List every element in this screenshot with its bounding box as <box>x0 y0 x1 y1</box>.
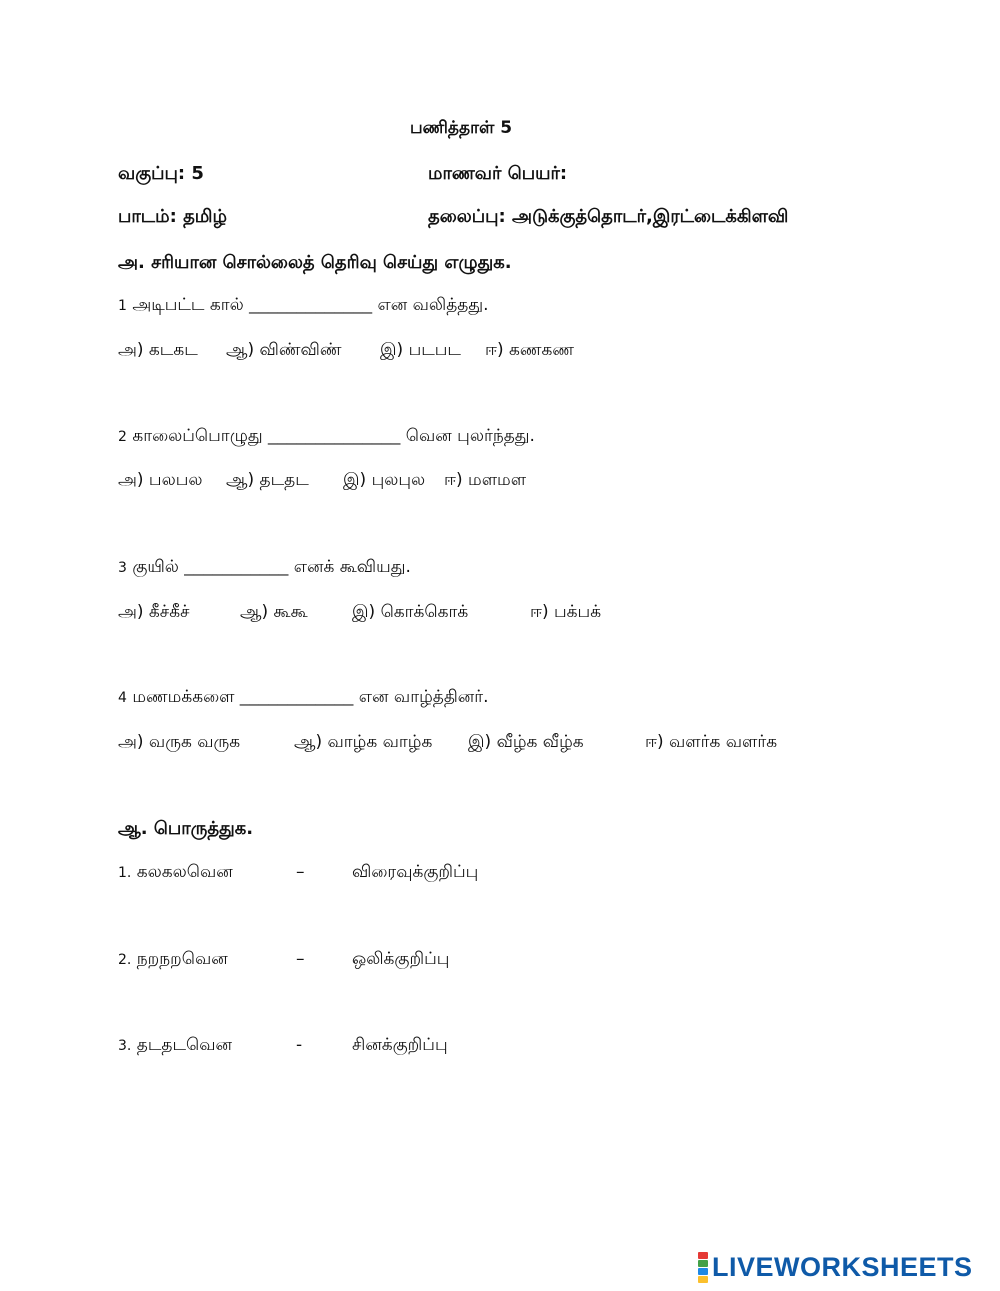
brand-name: LIVEWORKSHEETS <box>712 1252 973 1282</box>
match-dash: – <box>296 949 305 969</box>
match-right-item[interactable]: சினக்குறிப்பு <box>352 1035 448 1055</box>
question-number: 4 <box>118 690 127 706</box>
q4-option-a[interactable]: அ) வருக வருக <box>118 732 241 752</box>
section-b-heading: ஆ. பொருத்துக. <box>118 818 254 839</box>
q3-option-d[interactable]: ஈ) பக்பக் <box>530 602 602 622</box>
question-text-after: வென புலர்ந்தது. <box>400 426 535 446</box>
match-number: 3. <box>118 1038 132 1054</box>
question-text-before: குயில் <box>126 557 185 577</box>
answer-blank[interactable]: ____________ <box>239 687 354 706</box>
question-number: 2 <box>118 429 127 445</box>
q3-option-a[interactable]: அ) கீச்கீச் <box>118 602 190 622</box>
match-row-2 <box>118 949 228 971</box>
question-text-after: என வாழ்த்தினர். <box>353 687 489 707</box>
question-text-before: மணமக்களை <box>126 687 240 707</box>
answer-blank[interactable]: ___________ <box>184 557 289 576</box>
q4-option-c[interactable]: இ) வீழ்க வீழ்க <box>468 732 584 752</box>
page-title: பணித்தாள் 5 <box>410 118 513 138</box>
q2-option-c[interactable]: இ) புலபுல <box>343 470 426 490</box>
question-text-before: காலைப்பொழுது <box>126 426 269 446</box>
q4-option-d[interactable]: ஈ) வளர்க வளர்க <box>645 732 778 752</box>
question-text-before: அடிபட்ட கால் <box>126 295 250 315</box>
match-dash: - <box>296 1035 303 1055</box>
q1-option-b[interactable]: ஆ) விண்விண் <box>226 340 342 360</box>
q4-option-b[interactable]: ஆ) வாழ்க வாழ்க <box>294 732 433 752</box>
subject-label: பாடம்: தமிழ் <box>118 206 228 227</box>
question-text-after: எனக் கூவியது. <box>288 557 411 577</box>
section-a-heading: அ. சரியான சொல்லைத் தெரிவு செய்து எழுதுக. <box>118 252 512 273</box>
q1-option-c[interactable]: இ) படபட <box>380 340 461 360</box>
question-3 <box>118 557 411 579</box>
match-right-item[interactable]: ஒலிக்குறிப்பு <box>352 949 450 969</box>
q1-option-d[interactable]: ஈ) கணகண <box>485 340 575 360</box>
answer-blank[interactable]: ______________ <box>268 426 401 445</box>
question-4 <box>118 687 489 709</box>
match-left-item[interactable]: தடதடவென <box>136 1035 232 1055</box>
match-left-item[interactable]: கலகலவென <box>136 862 233 882</box>
class-label: வகுப்பு: 5 <box>118 163 204 184</box>
question-2 <box>118 426 535 448</box>
topic-label: தலைப்பு: அடுக்குத்தொடர்,இரட்டைக்கிளவி <box>428 206 789 227</box>
logo-blocks-icon <box>698 1252 708 1283</box>
match-number: 2. <box>118 952 132 968</box>
q2-option-a[interactable]: அ) பலபல <box>118 470 203 490</box>
q3-option-c[interactable]: இ) கொக்கொக் <box>352 602 469 622</box>
match-row-1 <box>118 862 233 884</box>
question-text-after: என வலித்தது. <box>372 295 489 315</box>
student-name-label: மாணவர் பெயர்: <box>428 163 568 184</box>
q1-option-a[interactable]: அ) கடகட <box>118 340 198 360</box>
match-left-item[interactable]: நறநறவென <box>136 949 228 969</box>
question-1 <box>118 295 489 317</box>
match-number: 1. <box>118 865 132 881</box>
answer-blank[interactable]: _____________ <box>249 295 373 314</box>
q2-option-d[interactable]: ஈ) மளமள <box>444 470 527 490</box>
question-number: 3 <box>118 560 127 576</box>
liveworksheets-logo <box>698 1252 973 1283</box>
q2-option-b[interactable]: ஆ) தடதட <box>226 470 309 490</box>
question-number: 1 <box>118 298 127 314</box>
match-dash: – <box>296 862 305 882</box>
match-right-item[interactable]: விரைவுக்குறிப்பு <box>352 862 479 882</box>
match-row-3 <box>118 1035 232 1057</box>
q3-option-b[interactable]: ஆ) கூகூ <box>240 602 308 622</box>
